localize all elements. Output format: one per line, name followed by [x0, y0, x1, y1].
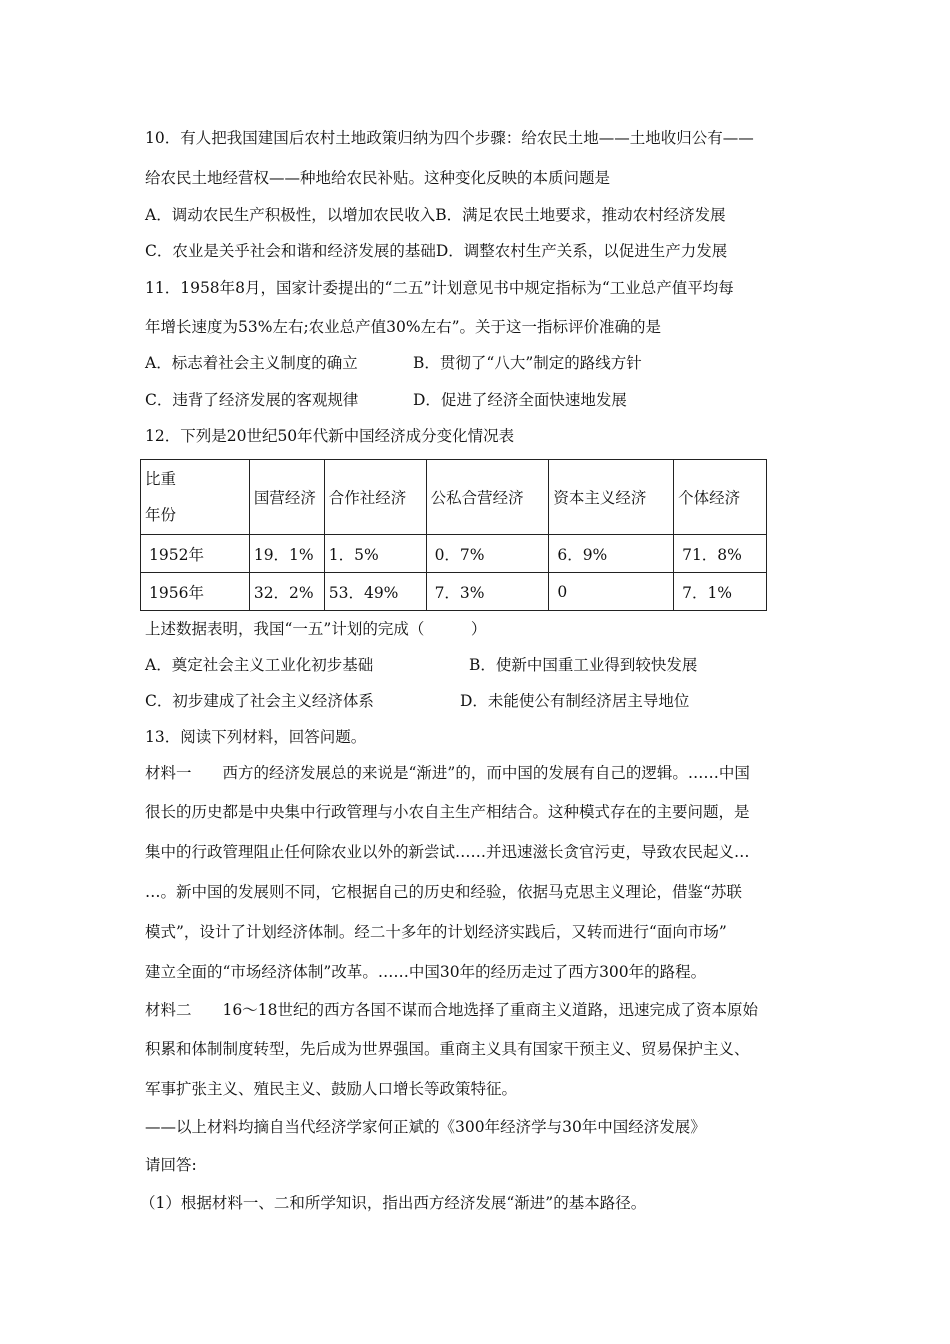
row-year: 1956年 [141, 573, 250, 611]
table-cell: 7．3% [426, 573, 549, 611]
material2-line1: 材料二 16～18世纪的西方各国不谋而合地选择了重商主义道路，迅速完成了资本原始 [145, 1001, 758, 1019]
q10-options-ab: A．调动农民生产积极性，以增加农民收入B．满足农民土地要求，推动农村经济发展 [145, 206, 726, 224]
material1-line2: 很长的历史都是中央集中行政管理与小农自主生产相结合。这种模式存在的主要问题，是 [145, 803, 750, 821]
table-cell: 19．1% [249, 535, 324, 573]
material1-line5: 模式”，设计了计划经济体制。经二十多年的计划经济实践后，又转而进行“面向市场” [145, 923, 727, 941]
column-header: 个体经济 [674, 460, 767, 535]
material2-line3: 军事扩张主义、殖民主义、鼓励人口增长等政策特征。 [145, 1080, 518, 1098]
material1-line4: …。新中国的发展则不同，它根据自己的历史和经验，依据马克思主义理论，借鉴“苏联 [145, 883, 742, 901]
table-cell: 0 [549, 573, 674, 611]
table-cell: 32．2% [249, 573, 324, 611]
material1-line1: 材料一 西方的经济发展总的来说是“渐进”的，而中国的发展有自己的逻辑。……中国 [145, 764, 750, 782]
answer-prompt: 请回答: [145, 1156, 197, 1174]
table-cell: 1．5% [324, 535, 426, 573]
column-header: 公私合营经济 [426, 460, 549, 535]
table-cell: 0．7% [426, 535, 549, 573]
column-header: 合作社经济 [324, 460, 426, 535]
q10-options-cd: C．农业是关乎社会和谐和经济发展的基础D．调整农村生产关系，以促进生产力发展 [145, 242, 728, 260]
table-cell: 53．49% [324, 573, 426, 611]
q11-option-b: B．贯彻了“八大”制定的路线方针 [413, 354, 642, 372]
q11-stem-line1: 11．1958年8月，国家计委提出的“二五”计划意见书中规定指标为“工业总产值平均每 [145, 279, 734, 297]
q11-stem-line2: 年增长速度为53%左右;农业总产值30%左右”。关于这一指标评价准确的是 [145, 318, 662, 336]
q10-stem-line1: 10．有人把我国建国后农村土地政策归纳为四个步骤：给农民土地——土地收归公有—— [145, 129, 754, 147]
corner-bottom-label: 年份 [145, 506, 177, 524]
source-citation: ——以上材料均摘自当代经济学家何正斌的《300年经济学与30年中国经济发展》 [145, 1118, 706, 1136]
column-header: 资本主义经济 [549, 460, 674, 535]
q13-title: 13．阅读下列材料，回答问题。 [145, 728, 367, 746]
sub-question-1: （1）根据材料一、二和所学知识，指出西方经济发展“渐进”的基本路径。 [140, 1194, 647, 1212]
row-year: 1952年 [141, 535, 250, 573]
table-row [141, 535, 767, 573]
q11-option-d: D．促进了经济全面快速地发展 [413, 391, 627, 409]
material1-line6: 建立全面的“市场经济体制”改革。……中国30年的经历走过了西方300年的路程。 [145, 963, 707, 981]
q12-option-b: B．使新中国重工业得到较快发展 [469, 656, 698, 674]
table-row [141, 573, 767, 611]
table-cell: 7．1% [674, 573, 767, 611]
q11-option-a: A．标志着社会主义制度的确立 [145, 354, 358, 372]
q12-option-d: D．未能使公有制经济居主导地位 [460, 692, 690, 710]
column-header: 国营经济 [249, 460, 324, 535]
q12-option-c: C．初步建成了社会主义经济体系 [145, 692, 374, 710]
table-corner-cell [141, 460, 250, 535]
q12-stem-after: 上述数据表明，我国“一五”计划的完成（ ） [145, 620, 487, 638]
table-cell: 71．8% [674, 535, 767, 573]
material1-line3: 集中的行政管理阻止任何除农业以外的新尝试……并迅速滋长贪官污吏，导致农民起义… [145, 843, 750, 861]
material2-line2: 积累和体制制度转型，先后成为世界强国。重商主义具有国家干预主义、贸易保护主义、 [145, 1040, 750, 1058]
corner-top-label: 比重 [145, 470, 177, 488]
economy-table [140, 459, 767, 611]
q11-option-c: C．违背了经济发展的客观规律 [145, 391, 359, 409]
q12-option-a: A．奠定社会主义工业化初步基础 [145, 656, 374, 674]
q10-stem-line2: 给农民土地经营权——种地给农民补贴。这种变化反映的本质问题是 [145, 169, 611, 187]
table-header-row [141, 460, 767, 535]
table-cell: 6．9% [549, 535, 674, 573]
q12-title: 12．下列是20世纪50年代新中国经济成分变化情况表 [145, 427, 515, 445]
